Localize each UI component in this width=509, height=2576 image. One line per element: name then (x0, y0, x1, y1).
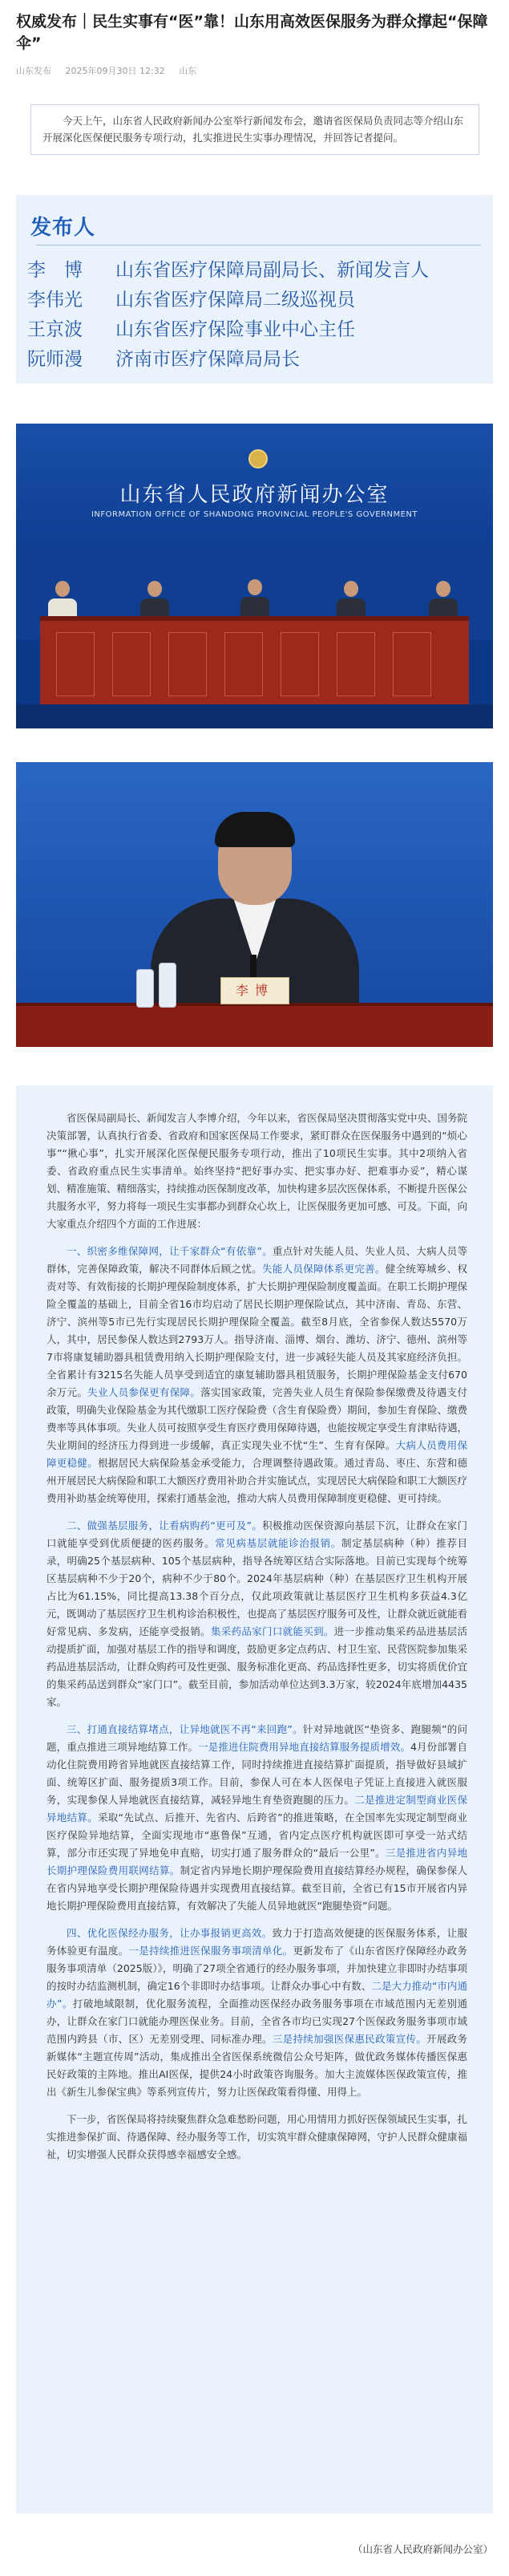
article-title: 权威发布｜民生实事有“医”靠！山东用高效医保服务为群众撑起“保障伞” (16, 13, 488, 52)
issuer-title: 山东省医疗保障局副局长、新闻发言人 (115, 260, 429, 281)
water-bottle-icon (136, 969, 154, 1008)
national-emblem-icon (248, 449, 268, 469)
paragraph: 省医保局副局长、新闻发言人李博介绍，今年以来，省医保局坚决贯彻落实党中央、国务院决策部署，认真执行省委、省政府和国家医保局工作要求，紧盯群众在医保服务中遇到的“烦心事”“揪心事”，扎实开展深化医保便民服务专项行动，推出了10项民生实事。其中2项纳入省委、省政府重点民生实事清单。始终坚持“把好事办实、把实事办好、把难事办妥”，精心谋划、精准施策、精细落实，持续推动医保制度改革，加快构建多层次医保体系，不断提升医保公共服务水平，努力将每一项民生实事都办到群众心坎上，让医保服务更加可感、可及。下面，向大家重点介绍四个方面的工作进展： (46, 1112, 468, 1230)
issuer-title: 山东省医疗保险事业中心主任 (115, 319, 355, 340)
press-conference-photo (16, 424, 493, 728)
hair (215, 812, 295, 847)
article-body (46, 1110, 467, 2173)
article-meta (16, 64, 208, 77)
speaker-figure (48, 581, 77, 621)
highlight: 失业人员参保更有保障。 (87, 1386, 201, 1398)
publish-datetime: 2025年09月30日 12:32 (65, 66, 165, 76)
issuer-row (27, 285, 355, 311)
issuer-row (27, 344, 300, 371)
article-body-panel (16, 1085, 493, 2513)
issuer-name: 阮师漫 (27, 349, 83, 370)
highlight: 失能人员保障体系更完善。 (262, 1263, 386, 1275)
publish-location: 山东 (179, 66, 197, 76)
issuer-row (27, 255, 429, 282)
paragraph: 一、织密多维保障网，让千家群众“有依靠”。重点针对失能人员、失业人员、大病人员等群体，完善保障政策，解决不同群体后顾之忧。失能人员保障体系更完善。健全统筹城乡、权责对等、有效衔接的长期护理保险制度体系，扩大长期护理保险制度覆盖面。在职工长期护理保险全覆盖的基础上，目前全省16市均启动了居民长期护理保险试点，其中济南、青岛、东营、济宁、滨州等5市已先行实现居民长期护理保险全覆盖。截至8月底，全省参保人数达5570万人，其中，居民参保人数达到2793万人。指导济南、淄博、烟台、潍坊、济宁、德州、滨州等7市将康复辅助器具租赁费用纳入长期护理保险支付，进一步减轻失能人员及其家庭经济负担。全省累计有3215名失能人员享受到适宜的康复辅助器具租赁服务，长期护理保险基金支付670余万元。失业人员参保更有保障。落实国家政策，完善失业人员生育保险参保缴费及待遇支付政策，明确失业保险基金为其代缴职工医疗保险费（含生育保险费）期间，参加生育保险、缴费费率等具体事项。失业人员可按照享受生育医疗费用保障待遇，也能按规定享受生育津贴待遇，失业期间的经济压力得到进一步缓解，真正实现失业不忧“生”、生育有保障。大病人员费用保障更稳健。根据居民大病保险基金承受能力，合理调整待遇政策。通过青岛、枣庄、东营和德州开展居民大病保险和职工大额医疗费用补助合并实施试点，实现居民大病保险和职工大额医疗费用补助基金统筹使用，探索打通基金池，推动大病人员费用保障制度更稳健、更可持续。 (46, 1245, 468, 1504)
issuer-name: 李 博 (27, 260, 83, 281)
issuer-name: 王京波 (27, 319, 83, 340)
section-lead: 三、打通直接结算堵点，让异地就医不再“来回跑”。 (67, 1723, 303, 1735)
speaker-figure (240, 579, 269, 619)
paragraph: 四、优化医保经办服务，让办事报销更高效。致力于打造高效便捷的医保服务体系，让服务体验更有温度。一是持续推进医保服务事项清单化。更新发布了《山东省医疗保障经办政务服务事项清单（2025版）》，明确了27项全省通行的经办服务事项，并加快建立非即时办结事项的按时办结监测机制，确定16个非即时办结事项。让群众办事心中有数、二是大力推动“市内通办”。打破地域限制，优化服务流程，全面推动医保经办政务服务事项在市域范围内无差别通办，让群众在家门口就能办理医保业务。目前，全省各市均已实现27个医保政务服务事项市域范围内跨县（市、区）无差别受理、同标准办理。三是持续加强医保惠民政策宣传。开展政务新媒体“主题宣传周”活动，集成推出全省医保系统微信公众号矩阵，做优政务媒体传播医保惠民好政策的主阵地。推出AI医保，提供24小时政策咨询服务。加大主流媒体医保政策宣传，推出《新生儿参保宝典》等系列宣传片，努力让医保政策看得懂、用得上。 (46, 1927, 467, 2098)
highlight: 一是持续推进医保服务事项清单化。 (128, 1945, 293, 1957)
issuer-title: 山东省医疗保障局二级巡视员 (115, 290, 355, 310)
paragraph: 二、做强基层服务，让看病购药“更可及”。积极推动医保资源向基层下沉，让群众在家门口就能享受到优质便捷的医药服务。常见病基层就能诊治报销。制定基层病种（种）推荐目录，明确25个基层病种、105个基层病种，指导各统筹区结合实际落地。目前已实现每个统筹区基层病种不少于20个，病种不少于80个。2024年基层病种（种）在基层医疗卫生机构开展占比为61.15%，同比提高13.38个百分点，仅此项政策就让基层医疗卫生机构多获益4.3亿元，既调动了基层医疗卫生机构诊治积极性，也提高了基层医疗服务可及性，让群众就近就能看好常见病、多发病，还能享受报销。集采药品家门口就能买到。进一步推动集采药品进基层活动提质扩面，加强对基层工作的指导和调度，鼓励更多定点药店、村卫生室、民营医院参加集采药品进基层活动，让群众购药可及性更强、服务标准化更高、药品选择性更多，切实将质优价宜的集采药品送到群众“家门口”。截至目前，参加活动单位达到3.3万家，较2024年底增加4435家。 (46, 1519, 468, 1708)
speaker-figure (337, 581, 366, 621)
issuer-heading: 发布人 (30, 216, 96, 240)
highlight: 大病人员费用保障更稳健。 (46, 1439, 467, 1469)
backdrop-title-en: INFORMATION OFFICE OF SHANDONG PROVINCIAL PEOPLE'S GOVERNMENT (91, 510, 418, 519)
conference-table (40, 616, 469, 704)
issuer-title: 济南市医疗保障局局长 (115, 349, 300, 370)
highlight: 集采药品家门口就能买到。 (210, 1625, 334, 1637)
speaker-figure (429, 581, 458, 621)
spokesperson-photo (16, 762, 493, 1047)
paragraph: 三、打通直接结算堵点，让异地就医不再“来回跑”。针对异地就医“垫资多、跑腿频”的问题，重点推进三项异地结算工作。一是推进住院费用异地直接结算服务提质增效。4月份部署自动化住院费用跨省异地就医直接结算工作，同时持续推进直接结算扩面提质，指导做好县域扩面、统筹区扩面、服务提质3项工作。目前，参保人可在本人医保电子凭证上直接进入就医服务，实现参保人异地就医直接结算，减轻异地生育垫资跑腿的压力。二是推进定制型商业医保异地结算。采取“先试点、后推开、先省内、后跨省”的推进策略，在全国率先实现定制型商业医疗保险异地结算，全面实现地市“惠鲁保”互通，省内定点医疗机构就医即可享受一站式结算，部分市还实现了异地免申直赔，切实打通了服务群众的“最后一公里”。三是推进省内异地长期护理保险费用联网结算。制定省内异地长期护理保险费用直接结算经办规程，确保参保人在省内异地享受长期护理保险待遇并实现费用直接结算。截至目前，全省已有15市开展省内异地长期护理保险费用直接结算，有效解决了失能人员异地就医“跑腿垫资”问题。 (46, 1723, 468, 1912)
highlight: 二是推进定制型商业医保异地结算。 (46, 1794, 467, 1823)
nameplate: 李博 (220, 977, 289, 1004)
issuer-name: 李伟光 (27, 290, 83, 310)
issuer-panel (16, 195, 493, 383)
issuer-row (27, 314, 355, 341)
highlight: 三是持续加强医保惠民政策宣传。 (272, 2033, 427, 2045)
section-lead: 四、优化医保经办服务，让办事报销更高效。 (67, 1927, 273, 1939)
intro-box: 今天上午，山东省人民政府新闻办公室举行新闻发布会，邀请省医保局负责同志等介绍山东开展深化医保便民服务专项行动，扎实推进民生实事办理情况，并回答记者提问。 (30, 104, 479, 155)
highlight: 一是推进住院费用异地直接结算服务提质增效。 (198, 1741, 410, 1753)
highlight: 常见病基层就能诊治报销。 (215, 1537, 341, 1549)
section-lead: 二、做强基层服务，让看病购药“更可及”。 (67, 1519, 263, 1531)
paragraph: 下一步，省医保局将持续聚焦群众急难愁盼问题，用心用情用力抓好医保领域民生实事，扎实推进参保扩面、待遇保障、经办服务等工作，切实筑牢群众健康保障网，守护人民群众健康福祉，切实增强人民群众获得感幸福感安全感。 (46, 2113, 468, 2160)
desk (16, 1003, 493, 1047)
source-name[interactable]: 山东发布 (16, 66, 51, 76)
water-bottle-icon (159, 963, 176, 1008)
footer-source: （山东省人民政府新闻办公室） (352, 2543, 493, 2555)
floor (16, 704, 493, 728)
highlight: 三是推进省内异地长期护理保险费用联网结算。 (46, 1847, 467, 1876)
highlight: 二是大力推动“市内通办”。 (46, 1980, 467, 2010)
backdrop-title-cn: 山东省人民政府新闻办公室 (119, 483, 390, 507)
speaker-figure (140, 581, 169, 621)
section-lead: 一、织密多维保障网，让千家群众“有依靠”。 (67, 1245, 273, 1257)
